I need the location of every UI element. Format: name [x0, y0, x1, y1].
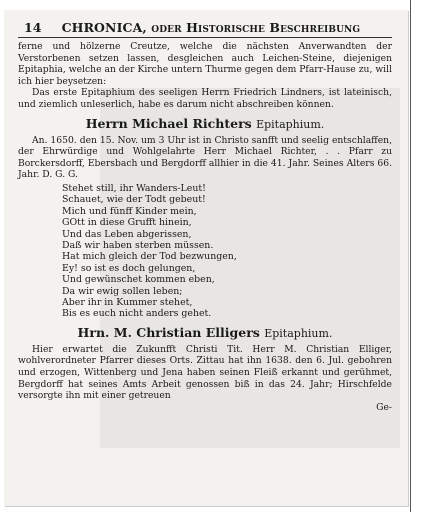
- epitaph-heading-elliger: [18, 325, 392, 341]
- elliger-epitaph-text: Hier erwartet die Zukunfft Christi Tit. Herr M. Christian Elliger, wohlverordneter Pfarrer dieses Orts. Zittau hat ihn 1638. den 6. Jul. gebohren und erzogen, Wittenberg und Jena haben seinen Fleiß erkannt und gerühmet, Bergdorff hat seines Amts Arbeit genossen biß in das 24. Jahr; Hirschfelde versorgte ihn mit einer getreuen: [18, 343, 392, 402]
- poem-line: GOtt in diese Grufft hinein,: [62, 217, 192, 229]
- richter-poem: [62, 183, 392, 320]
- richter-epitaph-text: An. 1650. den 15. Nov. um 3 Uhr ist in Christo sanfft und seelig entschlaffen, der Ehrwürdige und Wohlgelahrte Herr Michael Richter, . . Pfarr zu Borckersdorff, Ebersbach und Bergdorff allhier in die 41. Jahr. Seines Alters 66. Jahr. D. G. G.: [18, 134, 392, 181]
- intro-paragraph: ferne und hölzerne Creutze, welche die nächsten Anverwandten der Verstorbenen setzen lassen, desgleichen auch Leichen-Steine, diejenigen Epitaphia, welche an der Kirche untern Thurme gegen dem Pfarr-Hause zu, will ich hier beysetzen:: [18, 41, 392, 87]
- poem-line: Da wir ewig sollen leben;: [62, 285, 183, 297]
- poem-line: Ey! so ist es doch gelungen,: [62, 262, 196, 274]
- poem-line: Mich und fünff Kinder mein,: [62, 205, 197, 217]
- epitaph-heading-name: Hrn. M. Christian Elligers: [77, 324, 260, 340]
- poem-line: Daß wir haben sterben müssen.: [62, 239, 214, 251]
- poem-line: Schauet, wie der Todt gebeut!: [62, 194, 206, 206]
- epitaph-heading-name: Herrn Michael Richters: [85, 115, 252, 131]
- running-title: CHRONICA, oder Historische Beschreibung: [61, 20, 361, 35]
- page-header: [18, 20, 392, 38]
- catchword: Ge-: [376, 401, 392, 413]
- page-edge-line: [410, 0, 411, 512]
- epitaph-heading-word: Epitaphium.: [256, 117, 325, 131]
- poem-line: Bis es euch nicht anders gehet.: [62, 308, 212, 320]
- poem-line: Stehet still, ihr Wanders-Leut!: [62, 182, 206, 194]
- epitaph-heading-word: Epitaphium.: [264, 326, 333, 340]
- page-number: 14: [24, 20, 42, 35]
- poem-line: Aber ihr in Kummer stehet,: [62, 297, 193, 308]
- poem-line: Hat mich gleich der Tod bezwungen,: [62, 251, 237, 263]
- lindner-paragraph: Das erste Epitaphium des seeligen Herrn Friedrich Lindners, ist lateinisch, und ziemlich unleserlich, habe es darum nicht abschreiben können.: [18, 87, 392, 110]
- book-page: [4, 10, 408, 506]
- epitaph-heading-richter: [18, 116, 392, 132]
- page-content: [18, 20, 392, 413]
- poem-line: Und das Leben abgerissen,: [62, 228, 192, 240]
- poem-line: Und gewünschet kommen eben,: [62, 274, 215, 286]
